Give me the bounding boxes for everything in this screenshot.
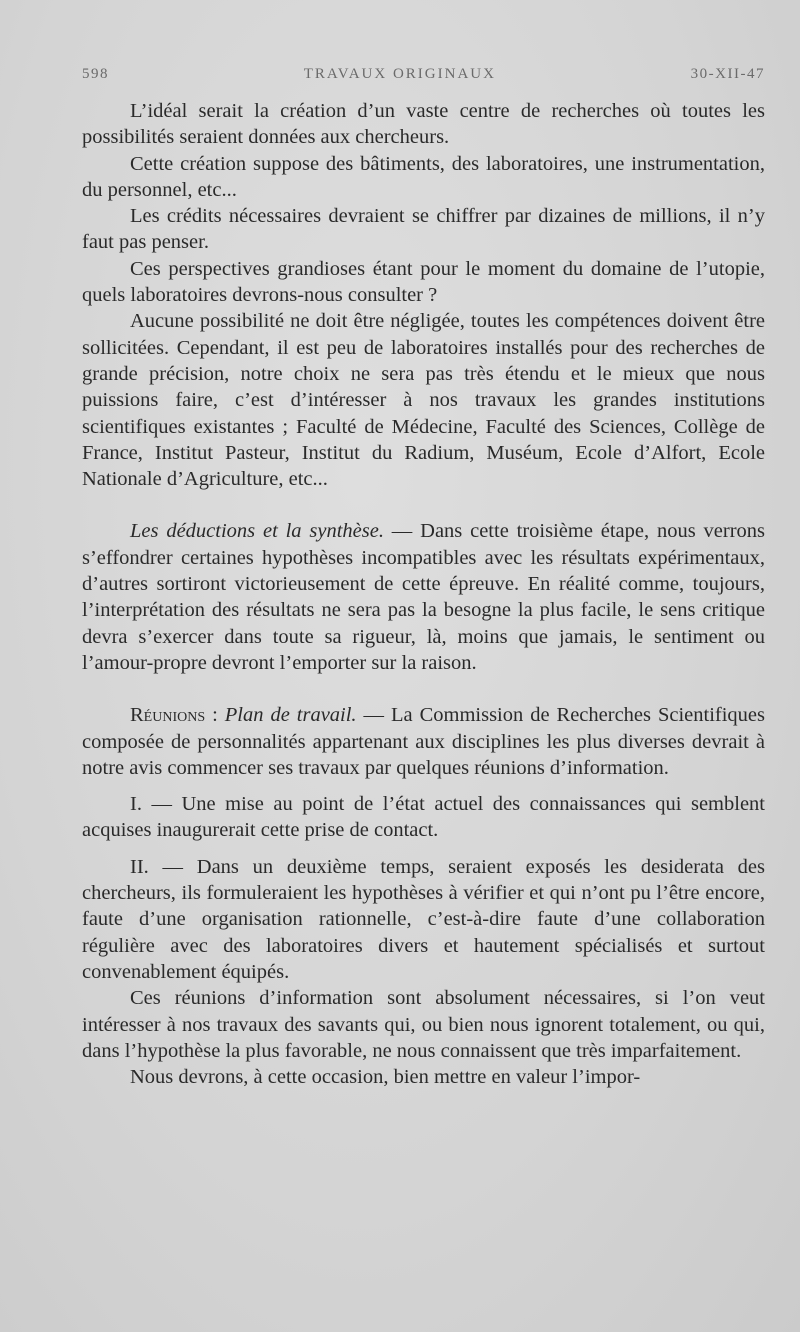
paragraph-deductions-text: — Dans cette troisième étape, nous verrons s’effondrer certaines hypothèses incompatibles avec les résultats expérimentaux, d’autres sortiront victorieusement de cette épreuve. En réalité comme, toujours, l’interprétation des résultats ne sera pas la besogne la plus facile, le sens critique devra s’exercer dans toute sa rigueur, là, moins que jamais, le sentiment ou l’amour-propre devront l’emporter sur la raison.	[82, 520, 766, 674]
running-header	[82, 66, 765, 98]
heading-separator: :	[205, 704, 225, 727]
document-page	[82, 66, 765, 1090]
paragraph-point-two: II. — Dans un deuxième temps, seraient exposés les desiderata des chercheurs, ils formuleraient les hypothèses à vérifier et qui n’ont pu l’être encore, faute d’une organisation rationnelle, c’est-à-dire faute d’une collaboration régulière avec des laboratoires divers et hautement spécialisés et surtout convenablement équipés.	[82, 855, 765, 983]
section-heading-reunions: Réunions	[130, 704, 206, 727]
section-heading-deductions: Les déductions et la synthèse.	[130, 520, 384, 543]
section-heading-plan: Plan de travail.	[224, 704, 357, 727]
paragraph-deductions	[82, 518, 765, 676]
paragraph-reunions-text: — La Commission de Recherches Scientifiques composée de personnalités appartenant aux disciplines les plus diverses devrait à notre avis commencer ses travaux par quelques réunions d’information.	[82, 704, 766, 779]
paragraph-credits: Les crédits nécessaires devraient se chiffrer par dizaines de millions, il n’y faut pas penser.	[82, 205, 765, 254]
body-text	[82, 98, 765, 1090]
page-number: 598	[82, 66, 109, 82]
paragraph-point-one: I. — Une mise au point de l’état actuel des connaissances qui semblent acquises inaugurerait cette prise de contact.	[82, 793, 765, 842]
paragraph-information-meetings: Ces réunions d’information sont absolument nécessaires, si l’on veut intéresser à nos travaux des savants qui, ou bien nous ignorent totalement, ou qui, dans l’hypothèse la plus favorable, ne nous connaissent que très imparfaitement.	[82, 987, 765, 1062]
issue-date: 30-XII-47	[690, 66, 765, 82]
paragraph-perspectives: Ces perspectives grandioses étant pour le moment du domaine de l’utopie, quels laboratoires devrons-nous consulter ?	[82, 257, 765, 307]
paragraph-importance: Nous devrons, à cette occasion, bien mettre en valeur l’impor-	[130, 1066, 641, 1089]
paragraph-possibilities: Aucune possibilité ne doit être négligée, toutes les compétences doivent être sollicitées. Cependant, il est peu de laboratoires installés pour des recherches de grande précision, notre choix ne sera pas très étendu et le mieux que nous puissions faire, c’est d’intéresser à nos travaux les grandes institutions scientifiques existantes ; Faculté de Médecine, Faculté des Sciences, Collège de France, Institut Pasteur, Institut du Radium, Muséum, Ecole d’Alfort, Ecole Nationale d’Agriculture, etc...	[82, 310, 765, 491]
running-title: TRAVAUX ORIGINAUX	[303, 66, 496, 82]
paragraph-reunions	[82, 702, 765, 781]
paragraph-ideal-center: L’idéal serait la création d’un vaste centre de recherches où toutes les possibilités seraient données aux chercheurs.	[82, 100, 765, 149]
paragraph-creation: Cette création suppose des bâtiments, des laboratoires, une instrumentation, du personnel, etc...	[82, 152, 765, 201]
